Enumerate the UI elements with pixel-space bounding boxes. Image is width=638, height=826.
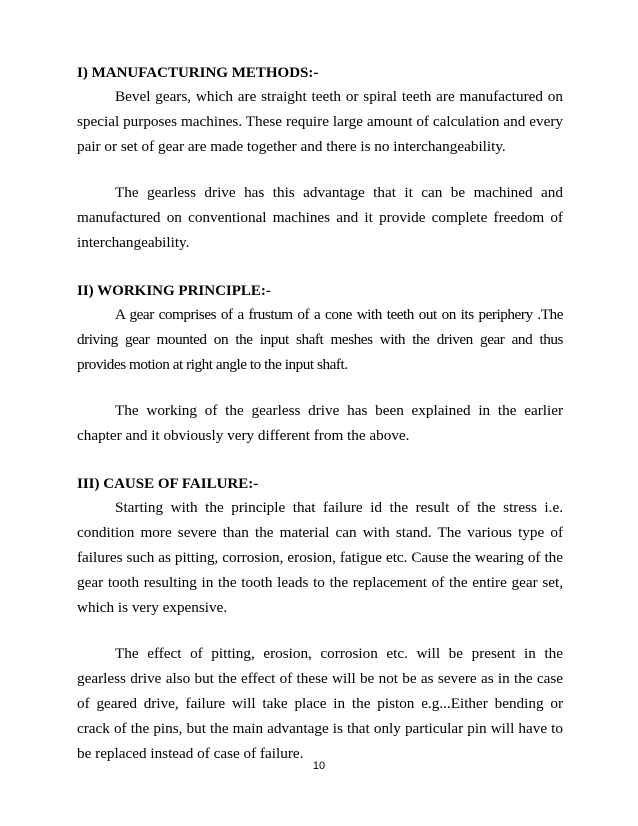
- page-number: 10: [312, 760, 326, 772]
- paragraph-failure-principle: Starting with the principle that failure id the result of the stress i.e. condition more severe than the material can with stand. The various type of failures such as pitting, corrosion, erosion, fatigue etc. Cause the wearing of the gear tooth resulting in the tooth leads to the replacement of the entire gear set, which is very expensive.: [77, 499, 563, 616]
- section-heading-manufacturing-methods: I) MANUFACTURING METHODS:-: [77, 65, 319, 81]
- paragraph-gearless-advantage: The gearless drive has this advantage that it can be machined and manufactured on conventional machines and it provide complete freedom of interchangeability.: [77, 184, 563, 251]
- paragraph-gearless-working: The working of the gearless drive has been explained in the earlier chapter and it obviously very different from the above.: [77, 402, 563, 444]
- paragraph-pitting-effect: The effect of pitting, erosion, corrosion etc. will be present in the gearless drive also but the effect of these will be not be as severe as in the case of geared drive, failure will take place in the piston e.g...Either bending or crack of the pins, but the main advantage is that only particular pin will have to be replaced instead of case of failure.: [77, 645, 563, 762]
- paragraph-bevel-gears: Bevel gears, which are straight teeth or spiral teeth are manufactured on special purposes machines. These require large amount of calculation and every pair or set of gear are made together and there is no interchangeability.: [77, 88, 563, 155]
- document-page: [77, 62, 563, 766]
- section-heading-working-principle: II) WORKING PRINCIPLE:-: [77, 283, 271, 299]
- section-heading-cause-of-failure: III) CAUSE OF FAILURE:-: [77, 476, 259, 492]
- paragraph-gear-frustum: A gear comprises of a frustum of a cone with teeth out on its periphery .The driving gear mounted on the input shaft meshes with the driven gear and thus provides motion at right angle to the input shaft.: [77, 306, 563, 373]
